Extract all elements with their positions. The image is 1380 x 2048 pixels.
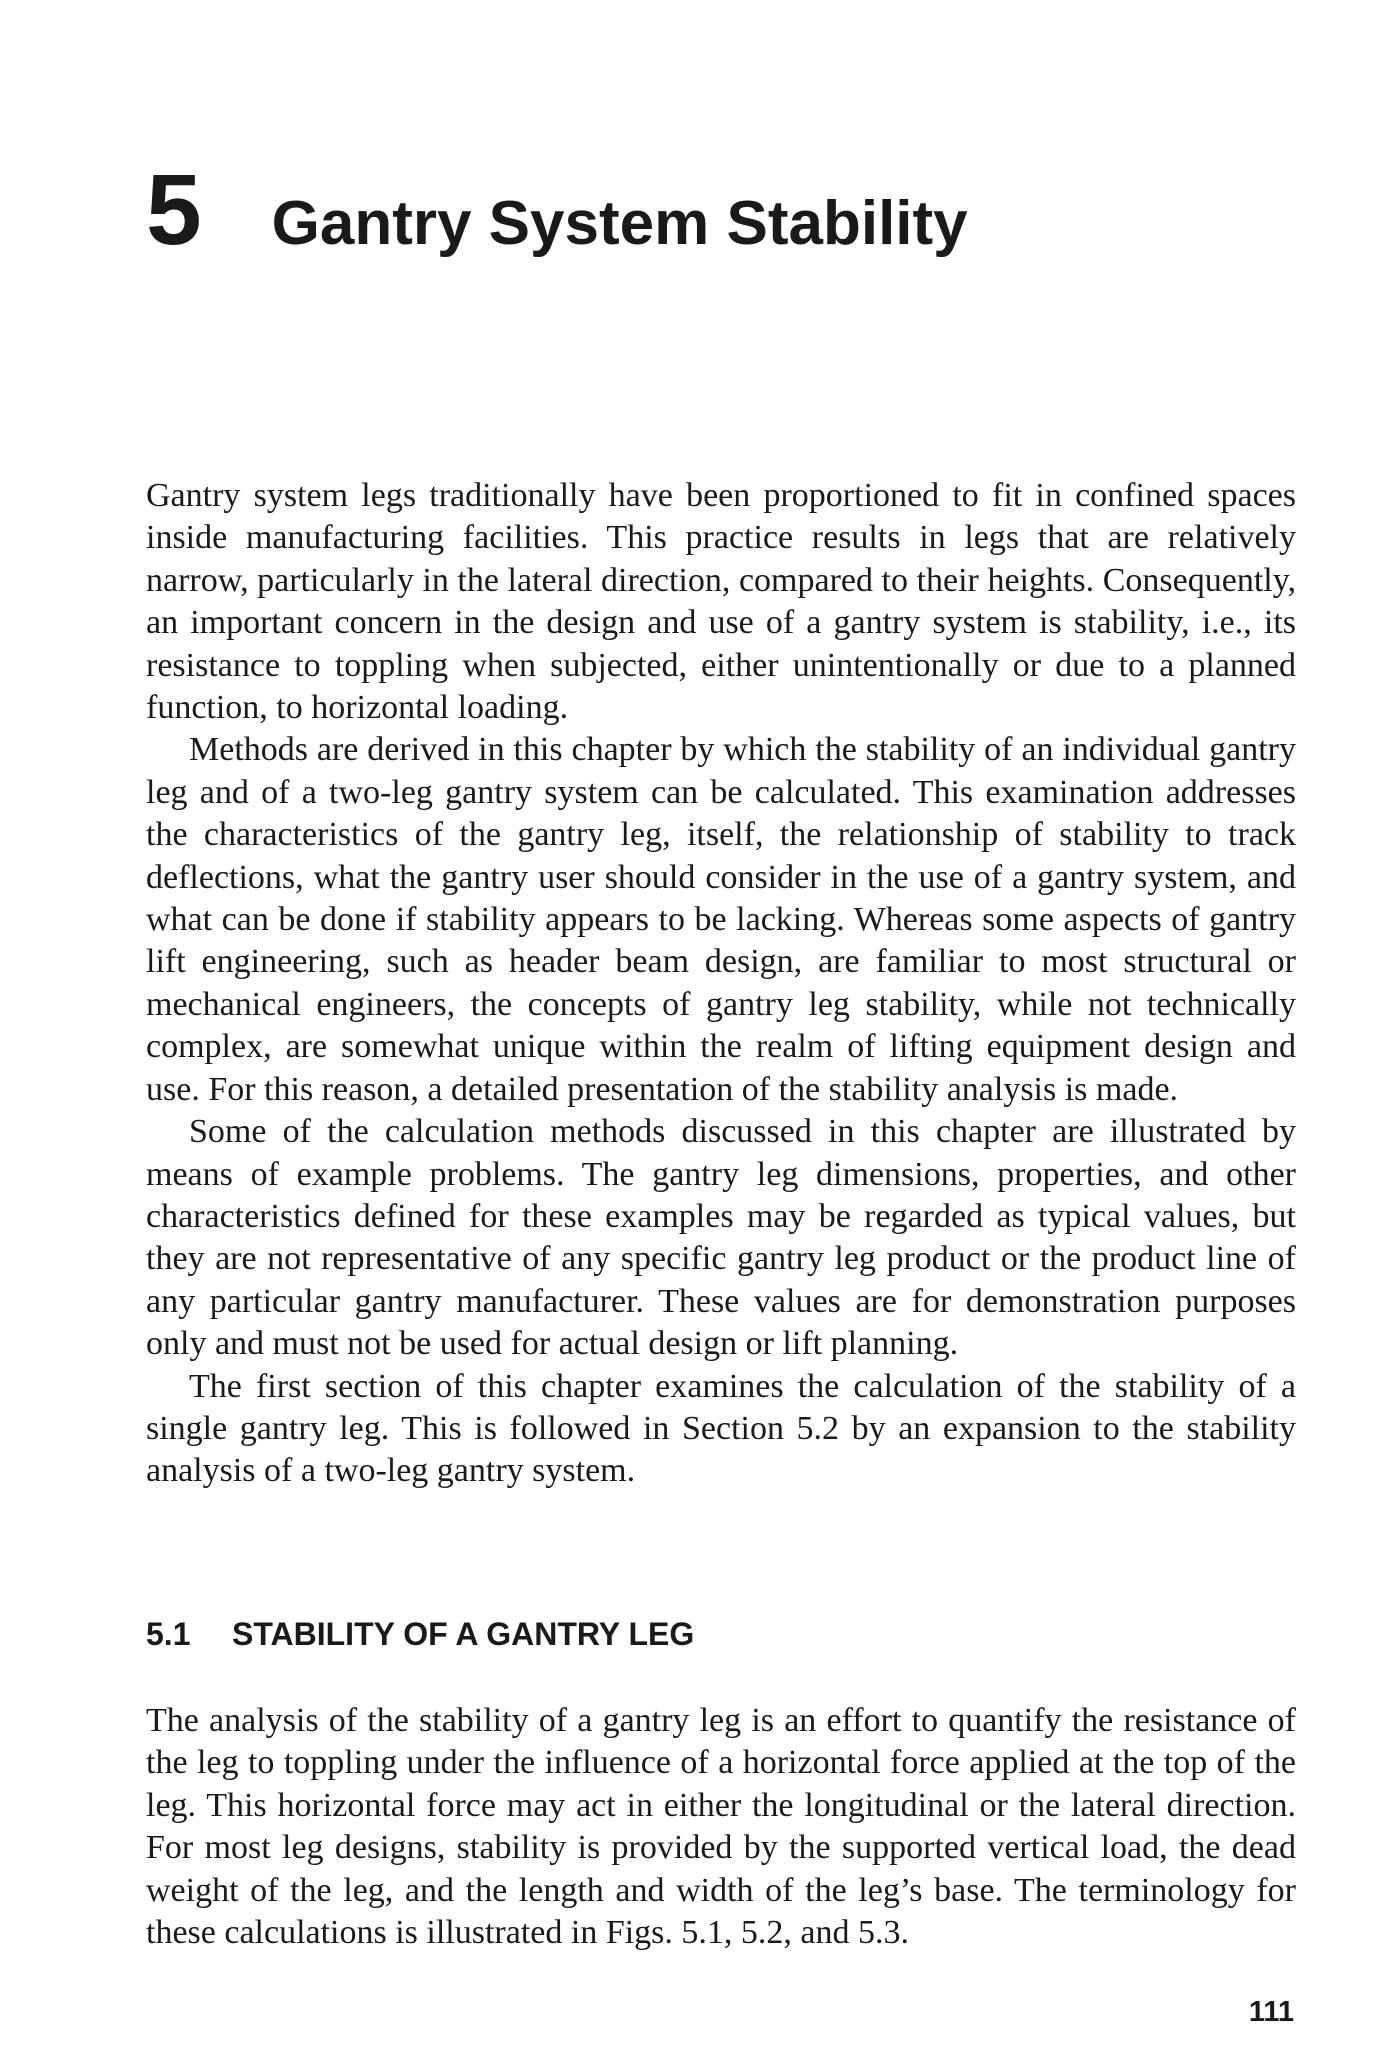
intro-paragraph: The first section of this chapter examines the calculation of the stability of a single gantry leg. This is followed in Section 5.2 by an expansion to the stability analysis of a two-leg gantry system. (146, 1367, 1296, 1490)
section-body (146, 1700, 1296, 1954)
chapter-introduction (146, 475, 1296, 1493)
section-number: 5.1 (146, 1616, 191, 1652)
chapter-heading (146, 154, 968, 266)
section-paragraph: The analysis of the stability of a gantry leg is an effort to quantify the resistance of the leg to toppling under the influence of a horizontal force applied at the top of the leg. This horizontal force may act in either the longitudinal or the lateral direction. For most leg designs, stability is provided by the supported vertical load, the dead weight of the leg, and the length and width of the leg’s base. The terminology for these calculations is illustrated in Figs. 5.1, 5.2, and 5.3. (146, 1702, 1296, 1952)
intro-paragraph: Gantry system legs traditionally have been proportioned to fit in confined spaces inside manufacturing facilities. This practice results in legs that are relatively narrow, particularly in the lateral direction, compared to their heights. Consequently, an important concern in the design and use of a gantry system is stability, i.e., its resistance to toppling when subjected, either unintentionally or due to a planned function, to horizontal loading. (146, 477, 1296, 727)
chapter-number: 5 (146, 154, 200, 266)
intro-paragraph: Some of the calculation methods discussed in this chapter are illustrated by means of example problems. The gantry leg dimensions, properties, and other characteristics defined for these examples may be regarded as typical values, but they are not representative of any specific gantry leg product or the product line of any particular gantry manufacturer. These values are for demonstration purposes only and must not be used for actual design or lift planning. (146, 1113, 1296, 1363)
section-title: STABILITY OF A GANTRY LEG (232, 1616, 695, 1652)
page-number: 111 (1248, 1996, 1294, 2028)
chapter-title: Gantry System Stability (271, 189, 968, 258)
section-heading (146, 1618, 694, 1650)
intro-paragraph: Methods are derived in this chapter by which the stability of an individual gantry leg and of a two-leg gantry system can be calculated. This examination addresses the characteristics of the gantry leg, itself, the relationship of stability to track deflections, what the gantry user should consider in the use of a gantry system, and what can be done if stability appears to be lacking. Whereas some aspects of gantry lift engineering, such as header beam design, are familiar to most structural or mechanical engineers, the concepts of gantry leg stability, while not technically complex, are somewhat unique within the realm of lifting equipment design and use. For this reason, a detailed presentation of the stability analysis is made. (146, 731, 1296, 1108)
